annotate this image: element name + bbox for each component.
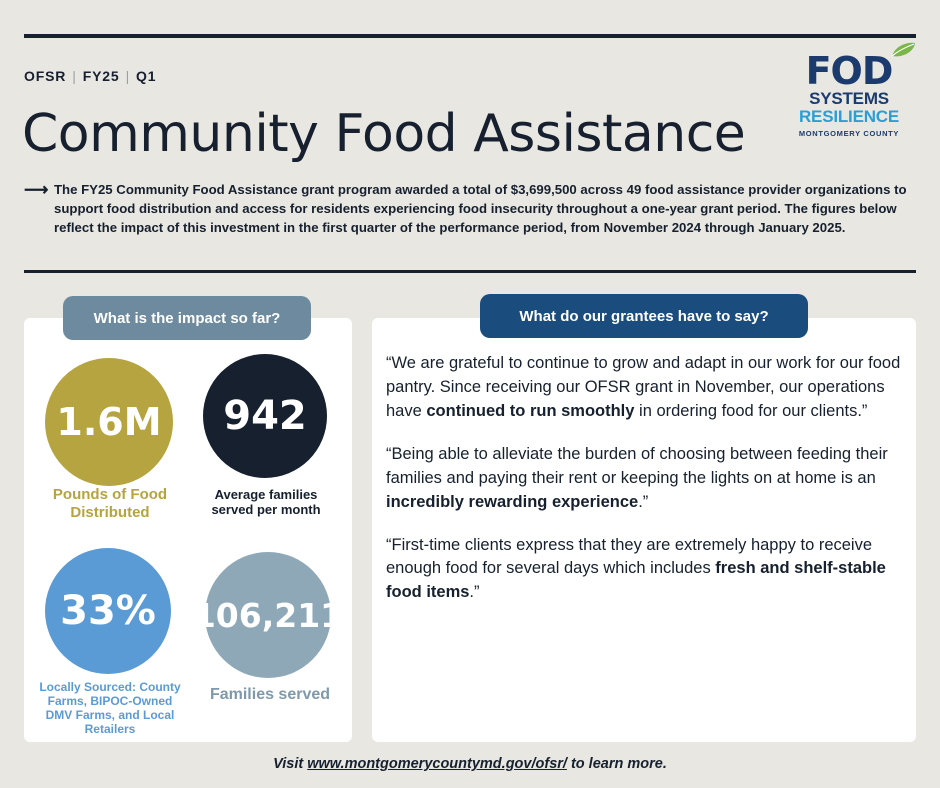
logo: [786, 49, 912, 164]
stat-circle-locally-sourced: 33%: [45, 548, 171, 674]
quote-1-bold: continued to run smoothly: [426, 401, 635, 420]
logo-line-food: [786, 49, 912, 93]
impact-heading: What is the impact so far?: [63, 296, 311, 340]
quote-3: [386, 534, 902, 606]
quote-3-bold: fresh and shelf-stable food items: [386, 559, 886, 602]
logo-line-county: MONTGOMERY COUNTY: [798, 128, 900, 138]
stat-caption-pounds: Pounds of Food Distributed: [52, 486, 168, 521]
stat-caption-locally-sourced: Locally Sourced: County Farms, BIPOC-Owned DMV Farms, and Local Retailers: [39, 680, 181, 737]
kicker-sep-1: |: [72, 68, 77, 84]
quote-2-part1: “Being able to alleviate the burden of choosing between feeding their families and paying their rent or keeping the lights on at home is an: [386, 444, 888, 487]
kicker-fy25: FY25: [82, 68, 120, 84]
footer: [0, 756, 940, 772]
logo-line-systems: SYSTEMS: [809, 89, 889, 108]
quote-1-part1: “We are grateful to continue to grow and adapt in our work for our food pantry. Since receiving our OFSR grant in November, our operations have: [386, 354, 901, 420]
quotes-heading: What do our grantees have to say?: [480, 294, 808, 338]
page-title: Community Food Assistance: [22, 104, 746, 164]
stat-circle-families-month: 942: [203, 354, 327, 478]
footer-suffix: to learn more.: [566, 756, 667, 772]
kicker-ofsr: OFSR: [24, 68, 67, 84]
quote-2-bold: incredibly rewarding experience: [386, 492, 639, 511]
stat-caption-families-month: Average families served per month: [211, 487, 321, 518]
kicker-sep-2: |: [125, 68, 131, 84]
quote-1: [386, 352, 902, 424]
kicker-q1: Q1: [136, 68, 157, 84]
quote-2: [386, 443, 902, 515]
intro-paragraph: The FY25 Community Food Assistance grant program awarded a total of $3,699,500 across 49 food assistance provider organizations to support food distribution and access for residents experiencing food insecurity throughout a one-year grant period. The figures below reflect the impact of this investment in the first quarter of the performance period, from November 2024 through January 2025.: [54, 182, 907, 236]
quote-1-part2: in ordering food for our clients.”: [634, 401, 868, 420]
logo-food-text: FOD: [805, 49, 893, 93]
quote-3-part2: .”: [469, 583, 480, 602]
footer-prefix: Visit: [273, 756, 308, 772]
quote-2-part2: .”: [638, 492, 649, 511]
mid-divider: [24, 270, 916, 273]
top-divider: [24, 34, 916, 38]
quotes-list: [386, 352, 902, 624]
stat-circle-pounds: 1.6M: [45, 358, 173, 486]
kicker: [24, 68, 156, 84]
arrow-right-icon: ⟶: [24, 180, 49, 199]
stat-caption-families-served: Families served: [209, 686, 331, 703]
footer-link[interactable]: www.montgomerycountymd.gov/ofsr/: [307, 756, 567, 772]
logo-line-resilience: RESILIENCE: [798, 106, 900, 126]
stat-circle-families-served: 106,211: [205, 552, 331, 678]
leaf-icon: [890, 42, 916, 58]
quote-3-part1: “First-time clients express that they are extremely happy to receive enough food for several days which includes: [386, 535, 873, 578]
